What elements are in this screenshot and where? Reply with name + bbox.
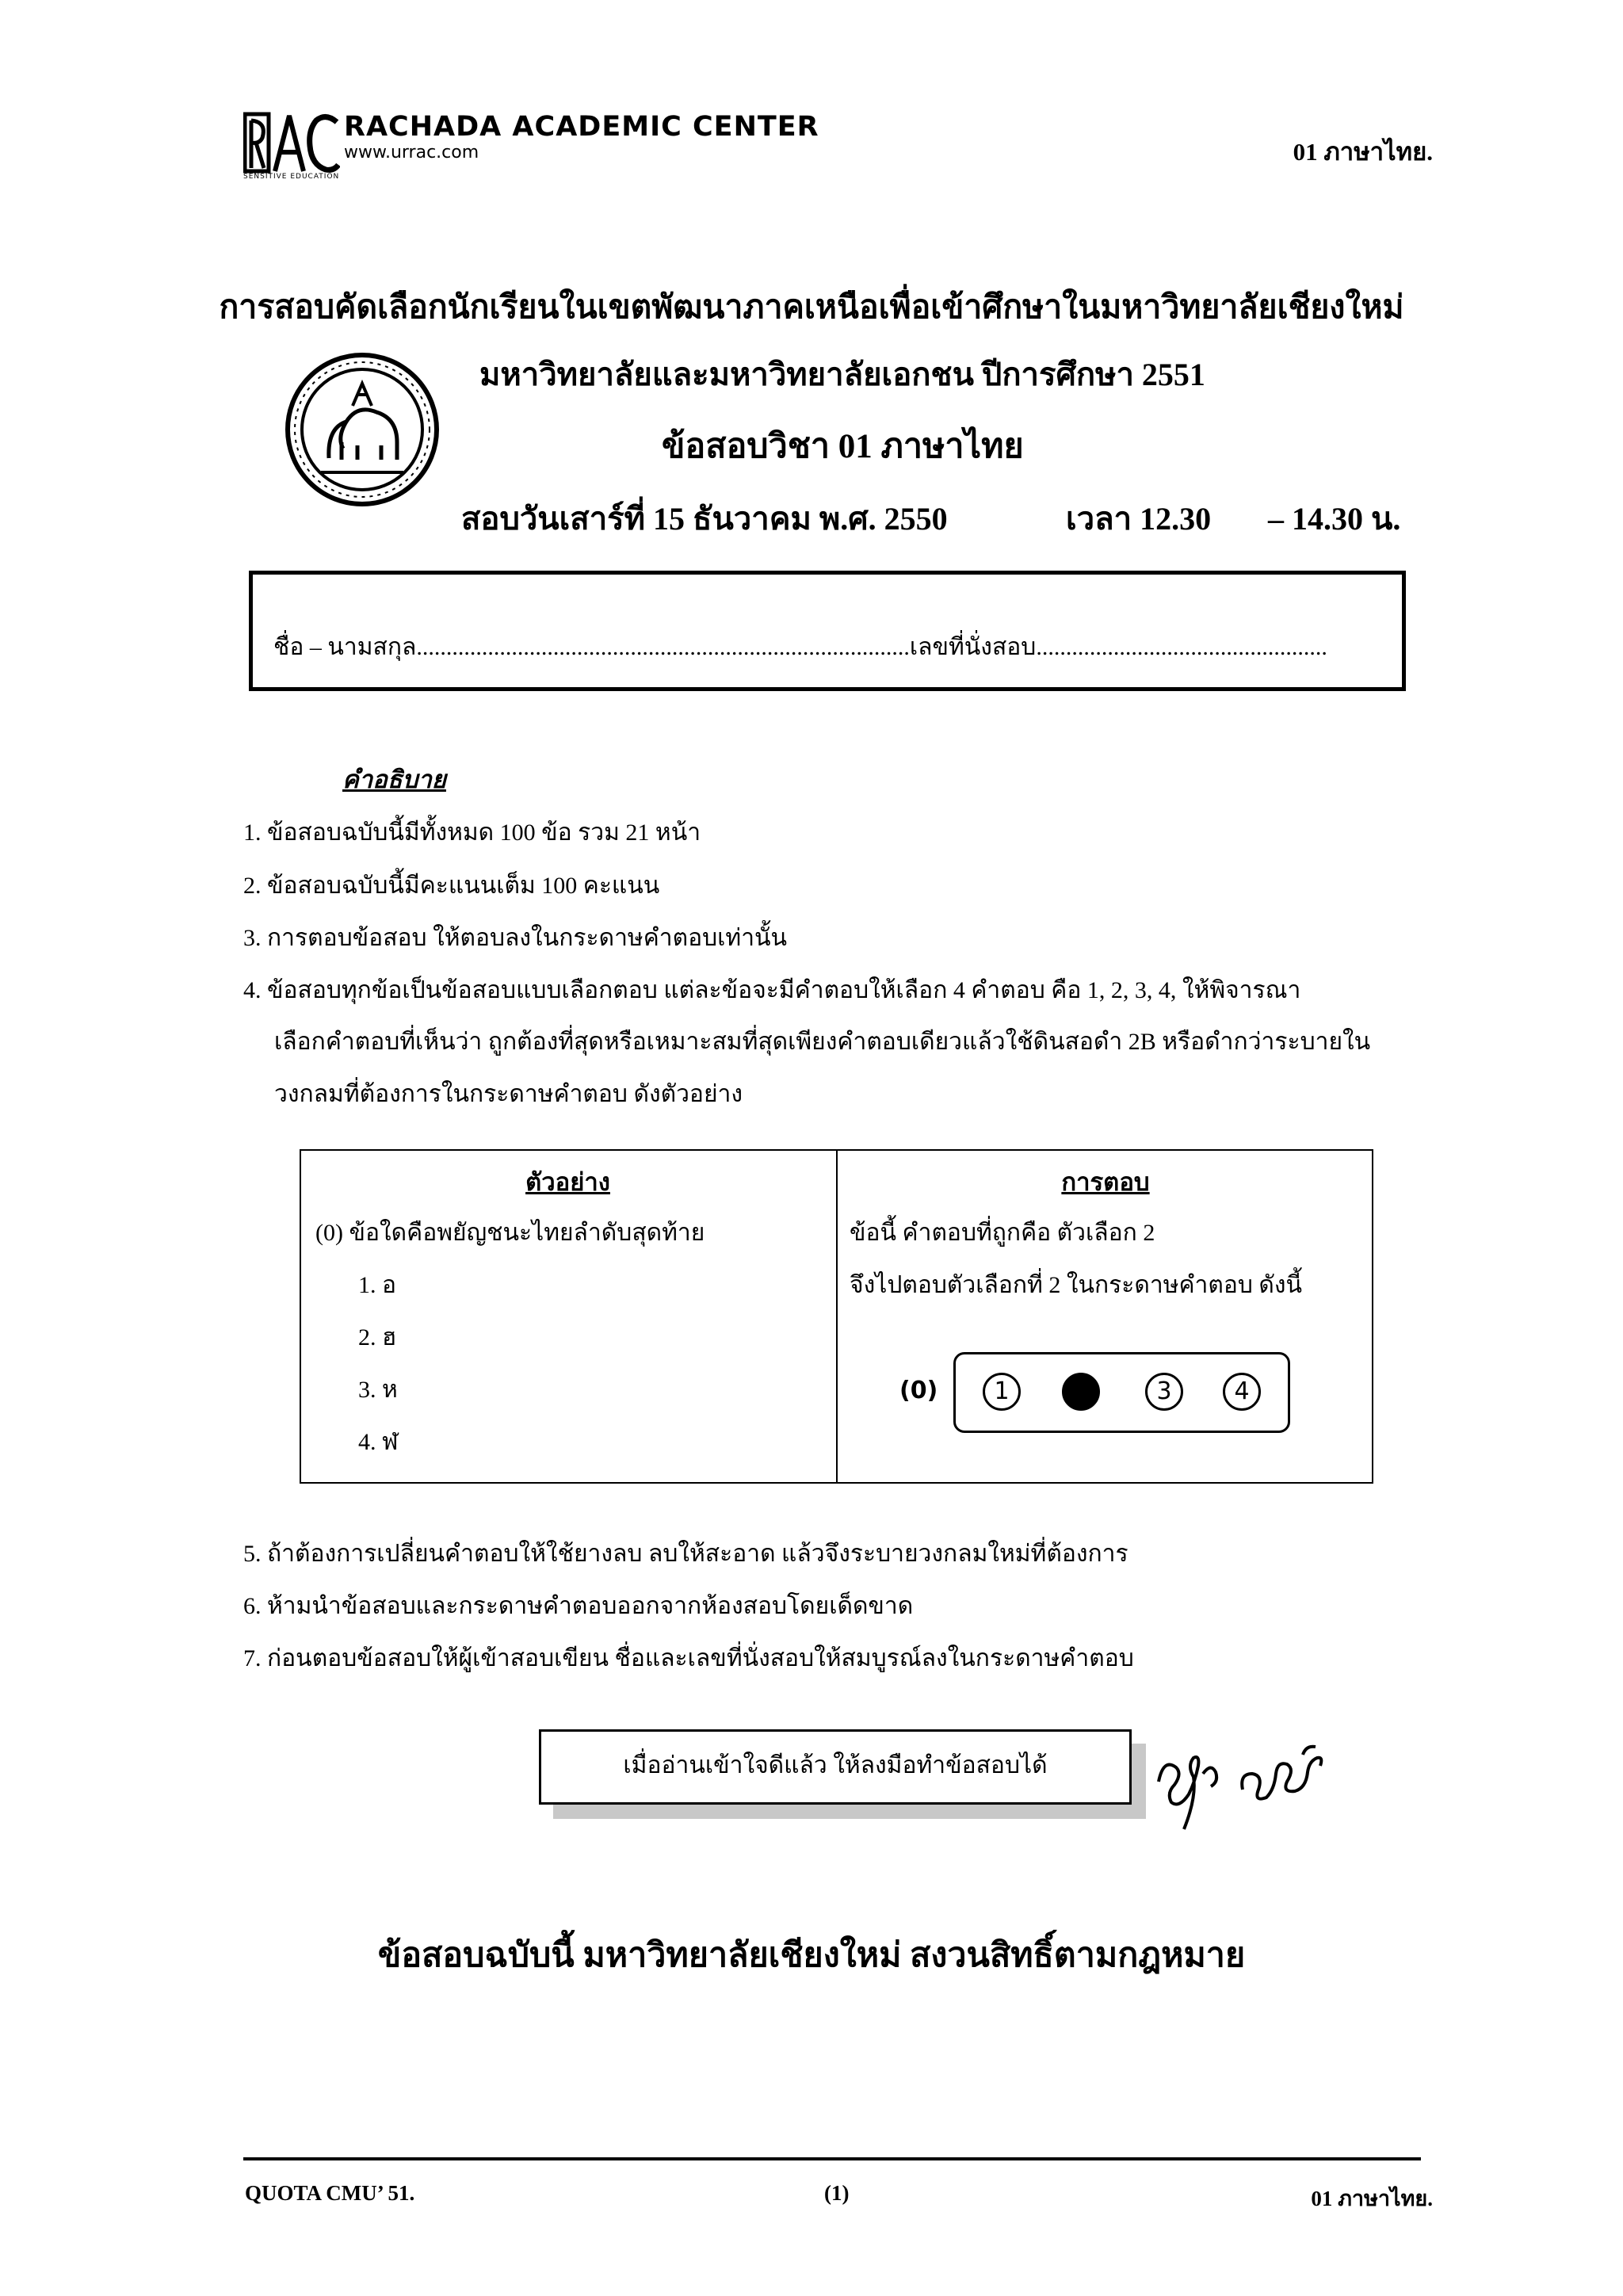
answer-bubble-1: 1 <box>983 1373 1021 1411</box>
instruction-text: ข้อสอบฉบับนี้มีทั้งหมด 100 ข้อ รวม 21 หน้า <box>267 819 701 846</box>
exam-subject-title: ข้อสอบวิชา 01 ภาษาไทย <box>662 428 1024 465</box>
answer-instruction: จึงไปตอบตัวเลือกที่ 2 ในกระดาษคำตอบ ดังนี้ <box>850 1272 1303 1298</box>
instruction-text: ข้อสอบฉบับนี้มีคะแนนเต็ม 100 คะแนน <box>267 873 660 899</box>
instruction-continuation: วงกลมที่ต้องการในกระดาษคำตอบ ดังตัวอย่าง <box>274 1081 743 1107</box>
logo-tagline: SENSITIVE EDUCATION <box>243 173 340 181</box>
answer-bubble-3: 3 <box>1145 1373 1183 1411</box>
example-heading: ตัวอย่าง <box>525 1168 610 1196</box>
bubble-row-label: (0) <box>899 1377 938 1404</box>
instruction-number: 3. <box>243 925 262 951</box>
instruction-item <box>243 972 1300 1009</box>
example-question: (0) ข้อใดคือพยัญชนะไทยลำดับสุดท้าย <box>315 1220 705 1246</box>
copyright-notice: ข้อสอบฉบับนี้ มหาวิทยาลัยเชียงใหม่ สงวนสิทธิ์ตามกฎหมาย <box>377 1937 1246 1974</box>
ready-to-start-box: เมื่ออ่านเข้าใจดีแล้ว ให้ลงมือทำข้อสอบได้ <box>539 1729 1132 1805</box>
answer-bubble-2-filled <box>1062 1373 1100 1411</box>
signature-icon <box>1148 1726 1338 1845</box>
instruction-number: 2. <box>243 873 262 899</box>
example-choice: 4. ฬ <box>358 1429 399 1455</box>
instruction-number: 1. <box>243 819 262 846</box>
instruction-number: 4. <box>243 977 262 1003</box>
instruction-number: 7. <box>243 1645 262 1671</box>
footer-right: 01 ภาษาไทย. <box>1311 2187 1433 2210</box>
footer-divider <box>243 2157 1421 2160</box>
exam-date: สอบวันเสาร์ที่ 15 ธันวาคม พ.ศ. 2550 <box>461 501 948 537</box>
exam-title-line1: การสอบคัดเลือกนักเรียนในเขตพัฒนาภาคเหนือเพื่อเข้าศึกษาในมหาวิทยาลัยเชียงใหม่ <box>219 288 1404 325</box>
instruction-item <box>243 1587 913 1625</box>
logo-url: www.urrac.com <box>344 143 479 162</box>
university-seal-icon <box>281 349 444 511</box>
exam-time-start: เวลา 12.30 <box>1066 501 1212 537</box>
footer-left: QUOTA CMU’ 51. <box>245 2181 415 2205</box>
name-seat-field[interactable]: ชื่อ – นามสกุล...................................................................................เลขที่นั่งสอบ................................................. <box>273 634 1327 660</box>
logo-title: RACHADA ACADEMIC CENTER <box>344 111 819 143</box>
header-subject: 01 ภาษาไทย. <box>1293 138 1433 166</box>
instruction-text: ถ้าต้องการเปลี่ยนคำตอบให้ใช้ยางลบ ลบให้สะอาด แล้วจึงระบายวงกลมใหม่ที่ต้องการ <box>267 1541 1128 1567</box>
exam-time-end: – 14.30 น. <box>1268 501 1401 537</box>
instruction-text: ก่อนตอบข้อสอบให้ผู้เข้าสอบเขียน ชื่อและเลขที่นั่งสอบให้สมบูรณ์ลงในกระดาษคำตอบ <box>267 1645 1134 1671</box>
instructions-heading: คำอธิบาย <box>342 766 446 793</box>
instruction-item <box>243 1640 1134 1677</box>
instruction-item <box>243 1535 1128 1572</box>
example-choice: 2. ฮ <box>358 1324 397 1350</box>
page-number: (1) <box>824 2181 850 2205</box>
instruction-number: 6. <box>243 1593 262 1619</box>
answer-bubble-4: 4 <box>1223 1373 1261 1411</box>
answer-explanation: ข้อนี้ คำตอบที่ถูกคือ ตัวเลือก 2 <box>850 1220 1155 1246</box>
example-choice: 3. ห <box>358 1377 398 1403</box>
example-choice: 1. อ <box>358 1272 397 1298</box>
instruction-text: การตอบข้อสอบ ให้ตอบลงในกระดาษคำตอบเท่านั้น <box>267 925 788 951</box>
instruction-item <box>243 814 701 851</box>
instruction-text: ข้อสอบทุกข้อเป็นข้อสอบแบบเลือกตอบ แต่ละข้อจะมีคำตอบให้เลือก 4 คำตอบ คือ 1, 2, 3, 4, ให้พิจารณา <box>267 977 1301 1003</box>
instruction-number: 5. <box>243 1541 262 1567</box>
answer-heading: การตอบ <box>1061 1168 1150 1196</box>
instruction-continuation: เลือกคำตอบที่เห็นว่า ถูกต้องที่สุดหรือเหมาะสมที่สุดเพียงคำตอบเดียวแล้วใช้ดินสอดำ 2B หรือดำกว่าระบายใน <box>274 1029 1371 1055</box>
exam-title-line2: มหาวิทยาลัยและมหาวิทยาลัยเอกชน ปีการศึกษา 2551 <box>479 357 1205 392</box>
instruction-item <box>243 867 659 904</box>
instruction-text: ห้ามนำข้อสอบและกระดาษคำตอบออกจากห้องสอบโดยเด็ดขาด <box>267 1593 914 1619</box>
instruction-item <box>243 919 787 957</box>
rac-logo-icon <box>243 111 340 179</box>
